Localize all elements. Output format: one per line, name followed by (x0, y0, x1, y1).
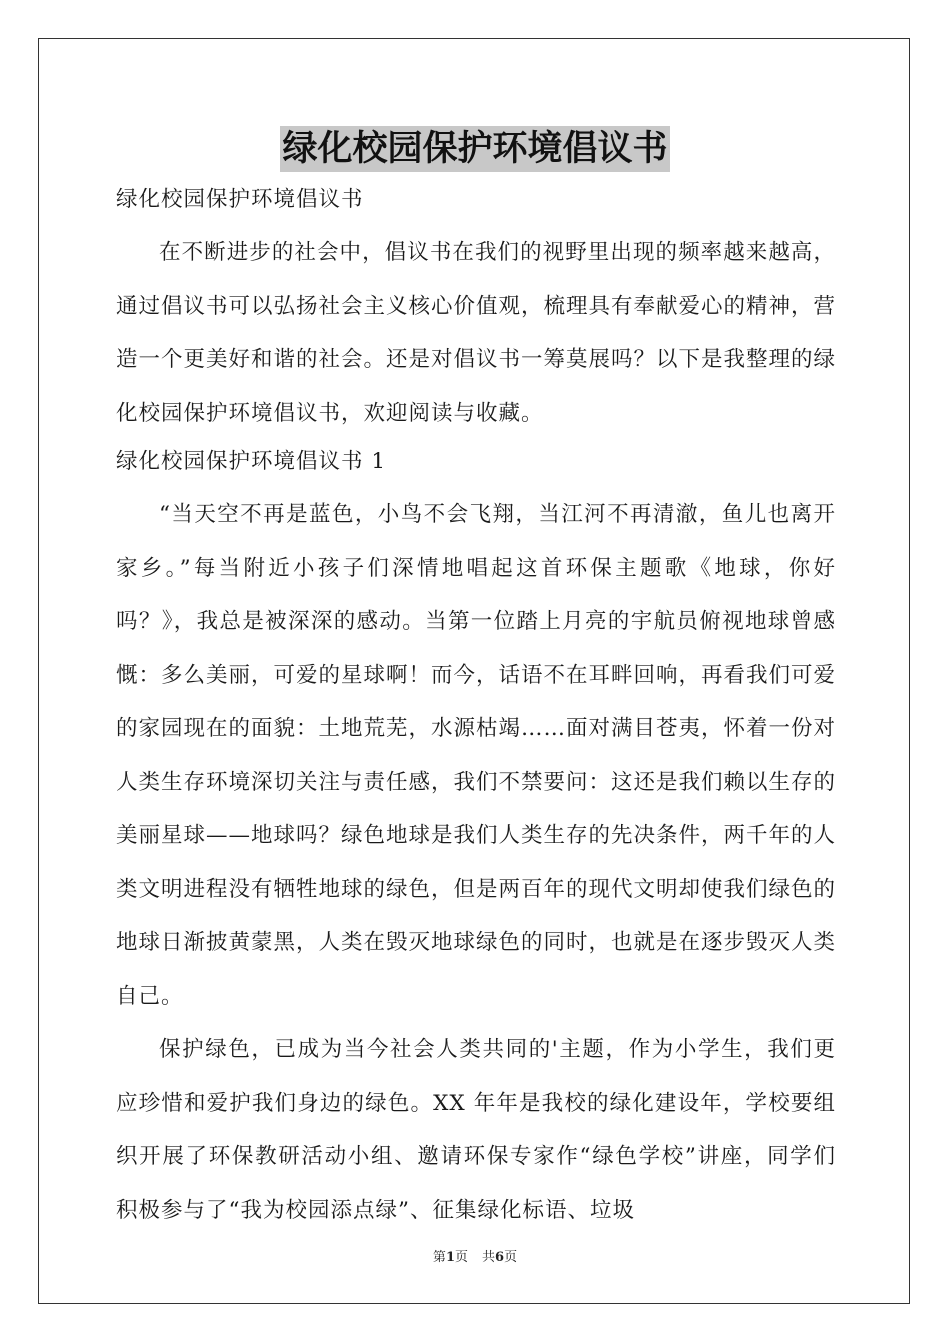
page-footer (0, 1246, 950, 1265)
title-container (0, 126, 950, 172)
body-paragraph: “当天空不再是蓝色，小鸟不会飞翔，当江河不再清澈，鱼儿也离开家乡。”每当附近小孩子们深情地唱起这首环保主题歌《地球，你好吗？》，我总是被深深的感动。当第一位踏上月亮的宇航员俯视地球曾感慨：多么美丽，可爱的星球啊！而今，话语不在耳畔回响，再看我们可爱的家园现在的面貌：土地荒芜，水源枯竭……面对满目苍夷，怀着一份对人类生存环境深切关注与责任感，我们不禁要问：这还是我们赖以生存的美丽星球——地球吗？绿色地球是我们人类生存的先决条件，两千年的人类文明进程没有牺牲地球的绿色，但是两百年的现代文明却使我们绿色的地球日渐披黄蒙黑，人类在毁灭地球绿色的同时，也就是在逐步毁灭人类自己。 (116, 502, 837, 1009)
intro-paragraph: 在不断进步的社会中，倡议书在我们的视野里出现的频率越来越高，通过倡议书可以弘扬社会主义核心价值观，梳理具有奉献爱心的精神，营造一个更美好和谐的社会。还是对倡议书一筹莫展吗？以下是我整理的绿化校园保护环境倡议书，欢迎阅读与收藏。 (116, 240, 837, 426)
section-heading: 绿化校园保护环境倡议书 1 (116, 449, 387, 474)
total-pages-number: 6 (495, 1250, 505, 1265)
current-page-number: 1 (445, 1250, 455, 1265)
document-subtitle: 绿化校园保护环境倡议书 (116, 187, 364, 212)
document-body (116, 178, 836, 1237)
page-prefix: 第 (432, 1250, 446, 1265)
total-prefix: 共 (482, 1250, 496, 1265)
page-suffix: 页 (454, 1250, 468, 1265)
body-paragraph: 保护绿色，已成为当今社会人类共同的'主题，作为小学生，我们更应珍惜和爱护我们身边的绿色。XX 年年是我校的绿化建设年，学校要组织开展了环保教研活动小组、邀请环保专家作“绿色学校”讲座，同学们积极参与了“我为校园添点绿”、征集绿化标语、垃圾 (116, 1037, 836, 1223)
document-title: 绿化校园保护环境倡议书 (280, 126, 669, 172)
total-suffix: 页 (504, 1250, 518, 1265)
